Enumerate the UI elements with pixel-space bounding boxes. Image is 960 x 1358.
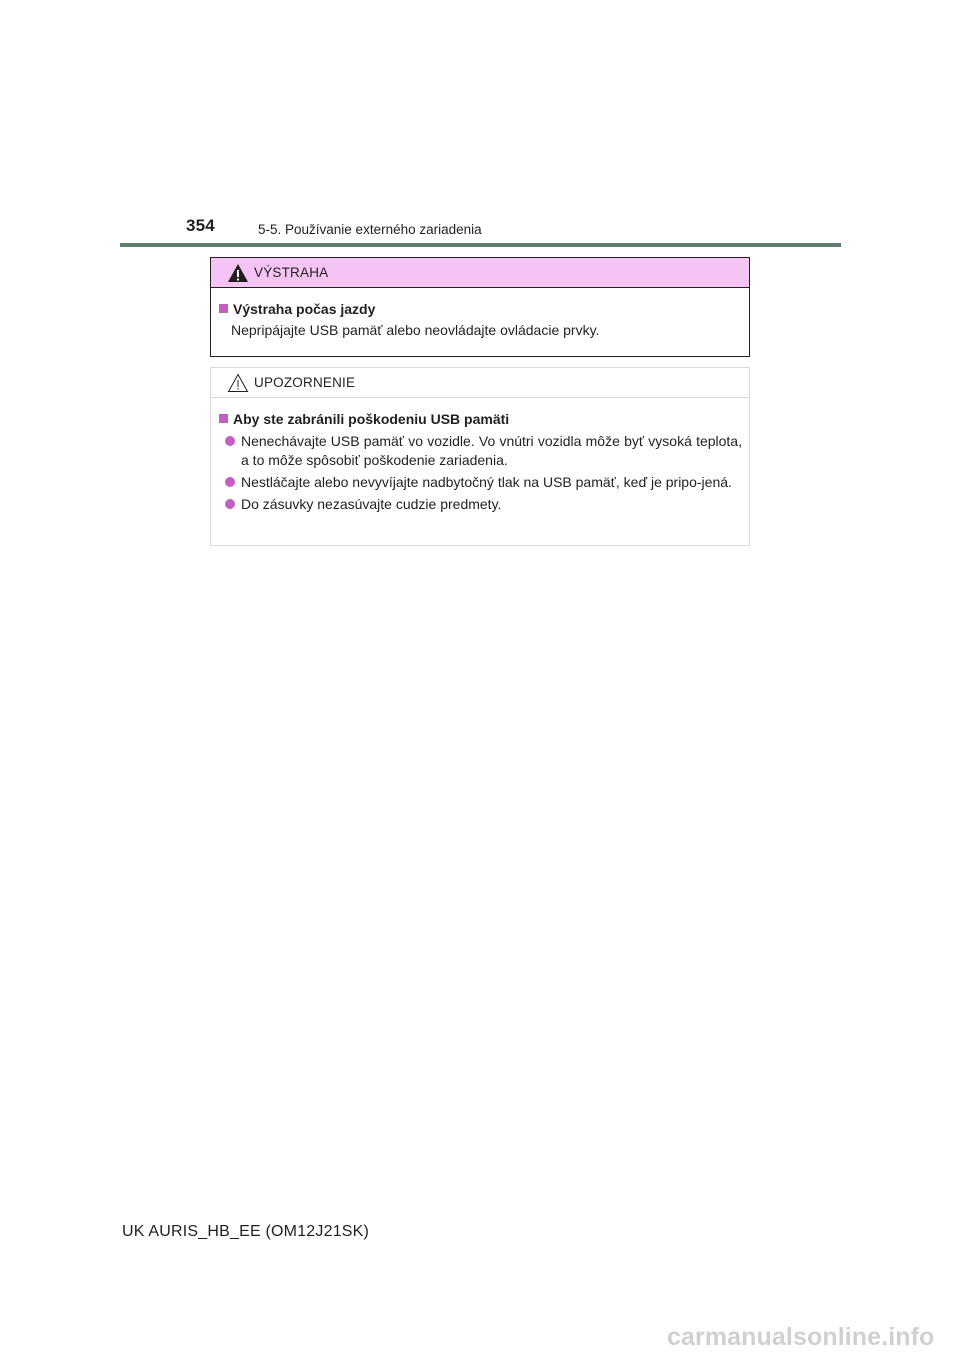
header-divider (120, 243, 841, 247)
warning-heading (219, 300, 742, 319)
warning-label: VÝSTRAHA (254, 265, 329, 280)
caution-box (210, 367, 750, 546)
warning-text: Nepripájajte USB pamäť alebo neovládajte ovládacie prvky. (231, 322, 600, 338)
warning-box (210, 257, 750, 357)
list-item (219, 432, 742, 470)
warning-triangle-outline-icon (227, 373, 249, 393)
warning-heading-text: Výstraha počas jazdy (233, 301, 376, 317)
list-item-text: Do zásuvky nezasúvajte cudzie predmety. (241, 496, 502, 512)
round-bullet-icon (225, 499, 235, 509)
round-bullet-icon (225, 436, 235, 446)
section-title: 5-5. Používanie externého zariadenia (258, 222, 482, 237)
caution-heading (219, 410, 742, 429)
list-item (219, 495, 742, 514)
warning-box-header (211, 258, 749, 288)
caution-box-header (211, 368, 749, 398)
list-item-text: Nenechávajte USB pamäť vo vozidle. Vo vnútri vozidla môže byť vysoká teplota, a to môže spôsobiť poškodenie zariadenia. (241, 433, 742, 468)
model-code: UK AURIS_HB_EE (OM12J21SK) (122, 1223, 370, 1240)
square-bullet-icon (219, 304, 228, 313)
page-number: 354 (186, 216, 215, 235)
warning-triangle-filled-icon (227, 263, 249, 283)
watermark: carmanualsonline.info (667, 1323, 935, 1351)
square-bullet-icon (219, 414, 228, 423)
caution-label: UPOZORNENIE (254, 375, 356, 390)
round-bullet-icon (225, 477, 235, 487)
list-item (219, 473, 742, 492)
caution-heading-text: Aby ste zabránili poškodeniu USB pamäti (233, 411, 510, 427)
list-item-text: Nestláčajte alebo nevyvíjajte nadbytočný tlak na USB pamäť, keď je pripo-jená. (241, 474, 732, 490)
